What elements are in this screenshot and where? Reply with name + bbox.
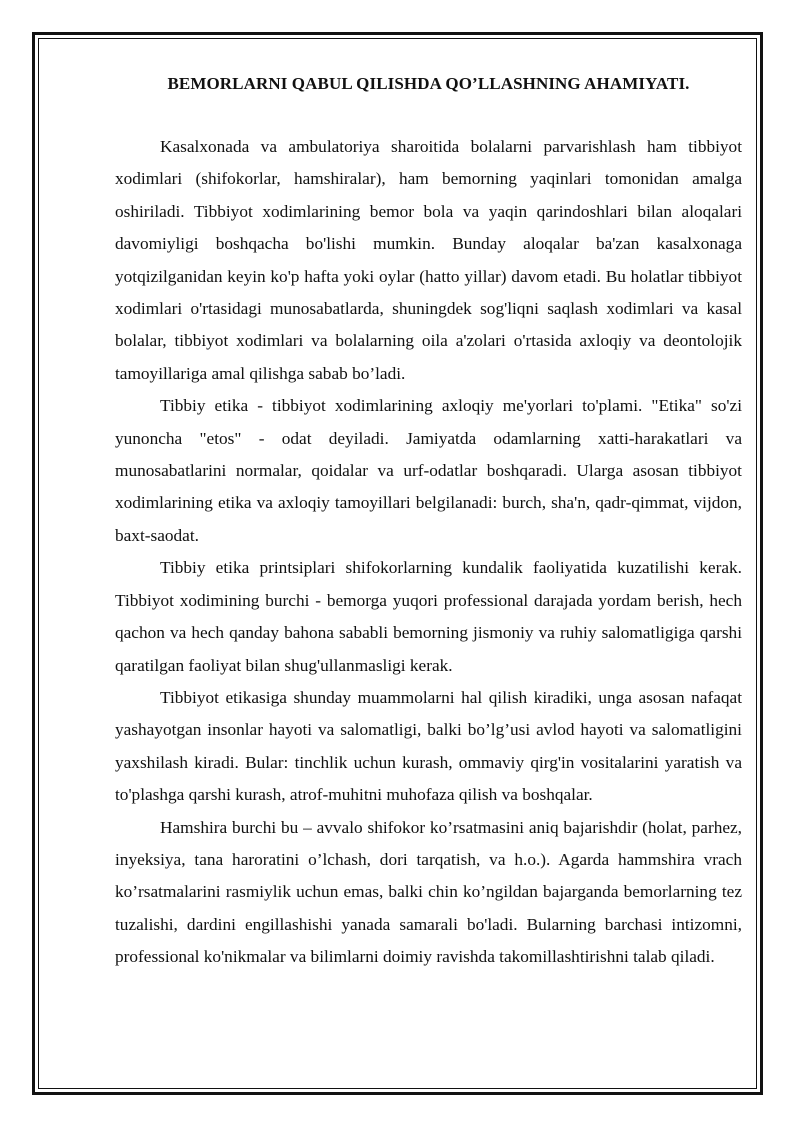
paragraph-5: Hamshira burchi bu – avvalo shifokor ko’rsatmasini aniq bajarishdir (holat, parhez, inyeksiya, tana haroratini o’lchash, dori tarqatish, va h.o.). Agarda hammshira vrach ko’rsatmalarini rasmiylik uchun emas, balki chin ko’ngildan bajarganda bemorlarning tez tuzalishi, dardini engillashishi yanada samarali bo'ladi. Bularning barchasi intizomni, professional ko'nikmalar va bilimlarni doimiy ravishda takomillashtirishni talab qiladi. [115,817,742,967]
paragraph-3: Tibbiy etika printsiplari shifokorlarning kundalik faoliyatida kuzatilishi kerak. Tibbiyot xodimining burchi - bemorga yuqori professional darajada yordam berish, hech qachon va hech qanday bahona sababli bemorning jismoniy va ruhiy salomatligiga qarshi qaratilgan faoliyat bilan shug'ullanmasligi kerak. [115,558,742,675]
paragraph-4: Tibbiyot etikasiga shunday muammolarni hal qilish kiradiki, unga asosan nafaqat yashayotgan insonlar hayoti va salomatligi, balki bo’lg’usi avlod hayoti va salomatligini yaxshilash kiradi. Bular: tinchlik uchun kurash, ommaviy qirg'in vositalarini yaratish va to'plashga qarshi kurash, atrof-muhitni muhofaza qilish va boshqalar. [115,687,742,805]
document-body [115,72,742,974]
paragraph-1: Kasalxonada va ambulatoriya sharoitida bolalarni parvarishlash ham tibbiyot xodimlari (shifokorlar, hamshiralar), ham bemorning yaqinlari tomonidan amalga oshiriladi. Tibbiyot xodimlarining bemor bola va yaqin qarindoshlari bilan aloqalari davomiyligi boshqacha bo'lishi mumkin. Bunday aloqalar ba'zan kasalxonaga yotqizilganidan keyin ko'p hafta yoki oylar (hatto yillar) davom etadi. Bu holatlar tibbiyot xodimlari o'rtasidagi munosabatlarda, shuningdek sog'liqni saqlash xodimlari va kasal bolalar, tibbiyot xodimlari va bolalarning oila a'zolari o'rtasida axloqiy va deontolojik tamoyillariga amal qilishga sabab bo’ladi. [115,137,742,383]
paragraph-2: Tibbiy etika - tibbiyot xodimlarining axloqiy me'yorlari to'plami. "Etika" so'zi yunoncha "etos" - odat deyiladi. Jamiyatda odamlarning xatti-harakatlari va munosabatlarini normalar, qoidalar va urf-odatlar boshqaradi. Ularga asosan tibbiyot xodimlarining etika va axloqiy tamoyillari belgilanadi: burch, sha'n, qadr-qimmat, vijdon, baxt-saodat. [115,396,742,545]
document-title: BEMORLARNI QABUL QILISHDA QO’LLASHNING AHAMIYATI. [167,74,690,93]
